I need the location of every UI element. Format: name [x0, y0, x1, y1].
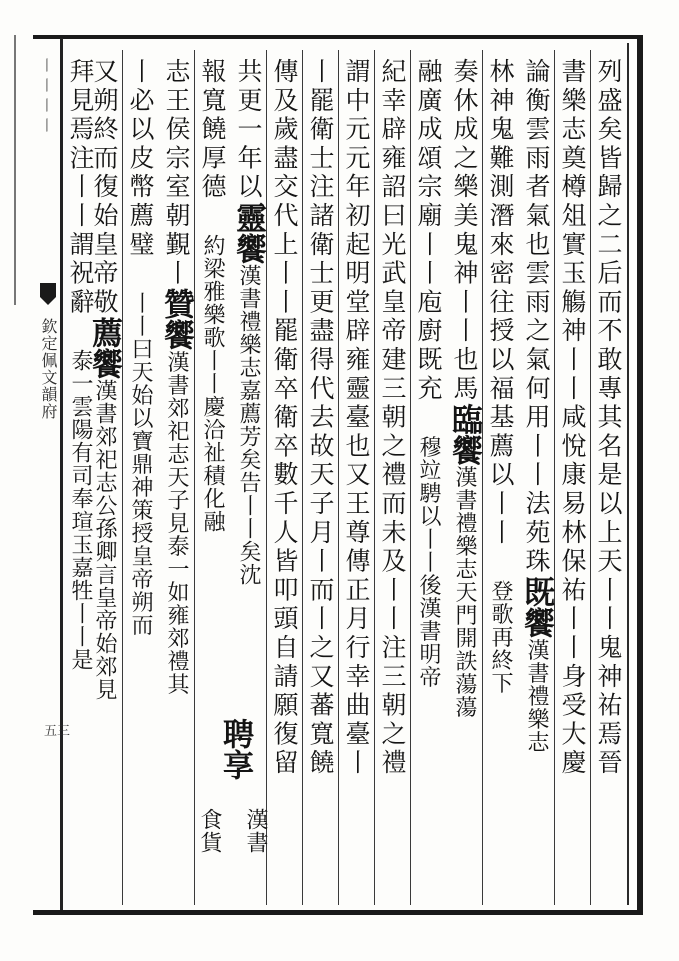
column-text: 拜見焉注丨丨謂祝辭	[66, 58, 95, 318]
frame-bottom-border	[33, 910, 643, 915]
column-text: 又朔終而復始皇帝敬	[90, 58, 119, 318]
column-rule	[410, 50, 411, 905]
headword-note: 穆竝騁以丨丨後漢書明帝	[416, 435, 441, 689]
column-rule	[194, 50, 195, 905]
text-column-7: 紀幸辟雍詔曰光武皇帝建三朝之禮而未及丨丨注三朝之禮	[378, 58, 407, 778]
headword-note: 泰一雲陽有司奉瑄玉嘉牲丨丨是	[68, 349, 93, 672]
text-column-6	[413, 58, 443, 903]
text-column-8: 謂中元元年初起明堂辟雍靈臺也又王尊傳正月行幸曲臺丨	[342, 58, 371, 778]
frame-right-border	[637, 35, 643, 915]
headword-note: 漢書禮樂志嘉薦芳矣告丨丨矣沈	[236, 264, 261, 586]
text-column-3	[518, 58, 554, 903]
headword-note: 漢書郊祀志天子見泰一如雍郊禮其	[164, 350, 189, 696]
column-rule	[302, 50, 303, 905]
headword: 聘享	[217, 718, 253, 780]
column-text: 共更一年以	[234, 58, 263, 202]
frame-top-border	[33, 35, 643, 39]
column-text: 奏休成之樂美鬼神丨丨也馬	[450, 58, 479, 404]
headword-note: 漢書禮樂志	[524, 638, 549, 754]
column-rule	[122, 50, 123, 905]
frame-inner-border	[627, 43, 629, 905]
column-text: 志王侯宗室朝覲丨	[162, 58, 191, 289]
text-column-1: 列盛矣皆歸之二后而不敢專其名是以上天丨丨鬼神祐焉晉	[594, 58, 623, 778]
headword: 靈饗	[230, 202, 266, 264]
column-text: 丨必以皮幣薦璧	[126, 58, 155, 260]
column-rule	[266, 50, 267, 905]
text-column-13	[158, 58, 194, 903]
column-text: 論衡雲雨者氣也雲雨之氣何用丨丨法苑珠	[522, 58, 551, 577]
headword-note: 食貨	[197, 808, 222, 854]
column-text: 林神鬼難測潛來密往授以福基薦以丨丨	[486, 58, 515, 548]
margin-fish-head: 丨丨丨丨	[38, 58, 54, 138]
headword-note: 約梁雅樂歌丨丨慶洽祉積化融	[200, 234, 225, 533]
column-text: 融廣成頌宗廟丨丨庖廚既充	[414, 58, 443, 404]
text-column-2: 書樂志奠樽俎實玉觴神丨丨咸悅康易林保祐丨丨身受大慶	[558, 58, 587, 778]
column-rule	[590, 50, 591, 905]
headword: 既饗	[518, 576, 554, 639]
column-rule	[554, 50, 555, 905]
column-rule	[482, 50, 483, 905]
headword-note: 丨丨曰天始以寶鼎神策授皇帝朔而	[128, 291, 153, 637]
page-edge-line	[14, 35, 16, 305]
column-rule	[338, 50, 339, 905]
text-column-5	[446, 58, 482, 903]
headword: 臨饗	[446, 403, 482, 466]
text-column-16	[65, 58, 95, 903]
headword-note: 登歌再終下	[488, 579, 513, 695]
headword-note: 漢書郊祀志公孫卿言皇帝始郊見	[92, 379, 117, 702]
gutter-border	[60, 38, 63, 910]
headword: 薦饗	[86, 317, 122, 380]
column-rule	[374, 50, 375, 905]
text-column-9: 丨罷衛士注諸衛士更盡得代去故天子月丨而丨之又蕃寬饒	[306, 58, 335, 778]
page-number: 五三	[44, 724, 71, 739]
text-column-10: 傳及歲盡交代上丨丨罷衛卒衛卒數千人皆叩頭自請願復留	[270, 58, 299, 778]
text-column-14	[125, 58, 155, 903]
margin-book-title: 欽定佩文韻府	[39, 318, 58, 420]
headword-note: 漢書禮樂志天門開詄蕩蕩	[452, 465, 477, 719]
fish-tail-mark	[38, 283, 58, 313]
text-column-4	[485, 58, 515, 903]
headword: 贊饗	[158, 288, 194, 351]
column-text: 報寬饒厚德	[198, 58, 227, 202]
headword-note: 漢書	[243, 808, 268, 854]
